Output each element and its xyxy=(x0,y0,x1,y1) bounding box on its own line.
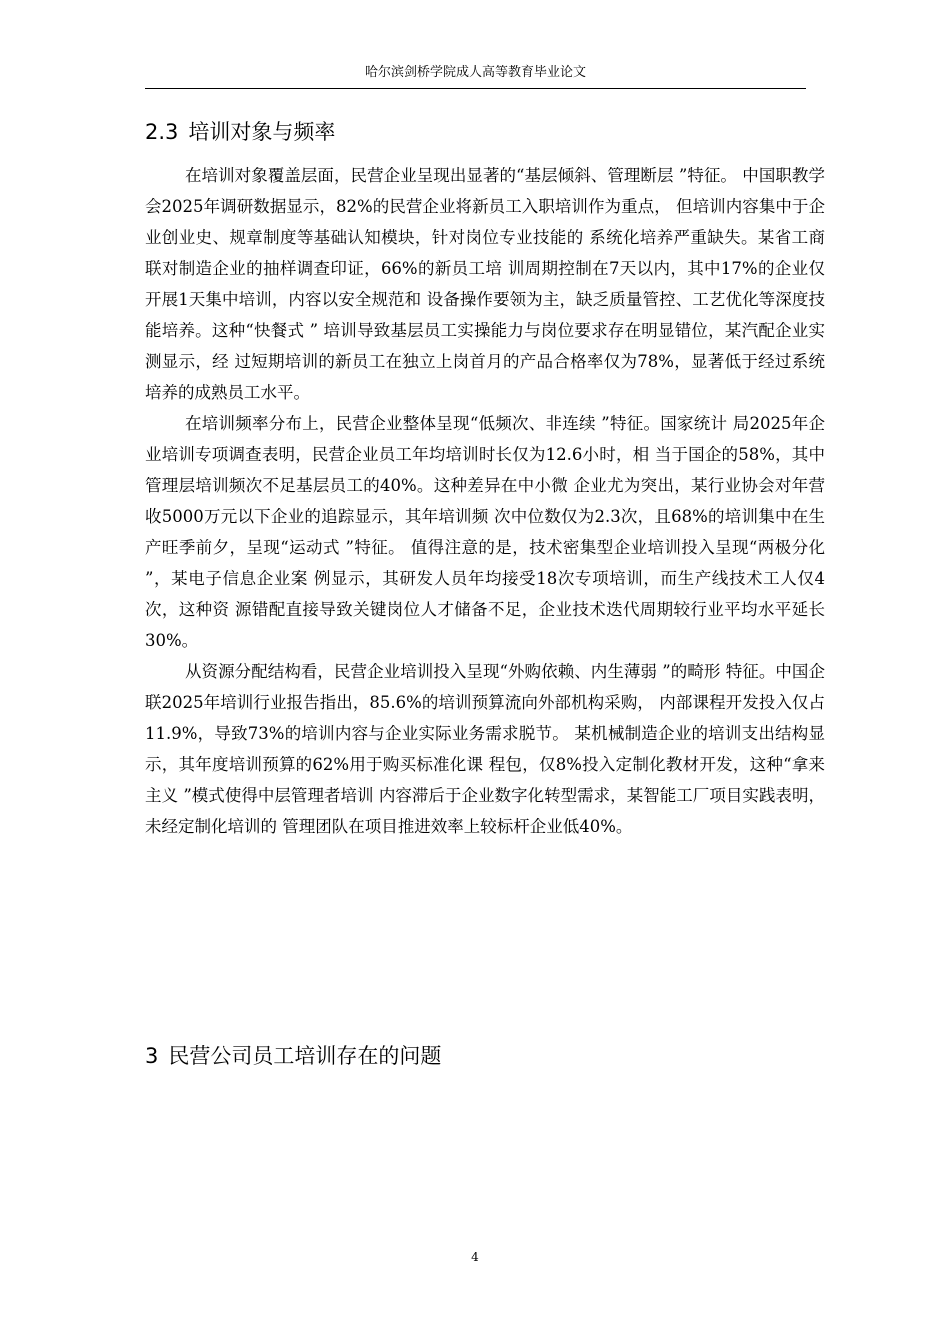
paragraph-resource-allocation: 从资源分配结构看，民营企业培训投入呈现“外购依赖、内生薄弱 ”的畸形 特征。中国企联2025年培训行业报告指出，85.6%的培训预算流向外部机构采购， 内部课程开发投入仅占11.9%，导致73%的培训内容与企业实际业务需求脱节。 某机械制造企业的培训支出结构显示，其年度培训预算的62%用于购买标准化课 程包，仅8%投入定制化教材开发，这种“拿来主义 ”模式使得中层管理者培训 内容滞后于企业数字化转型需求，某智能工厂项目实践表明，未经定制化培训的 管理团队在项目推进效率上较标杆企业低40%。 xyxy=(145,662,825,836)
section-title: 培训对象与频率 xyxy=(188,120,336,144)
section-heading-3 xyxy=(145,1042,441,1070)
section-number: 2.3 xyxy=(145,120,179,144)
section-number: 3 xyxy=(145,1044,159,1068)
paragraph-training-targets: 在培训对象覆盖层面，民营企业呈现出显著的“基层倾斜、管理断层 ”特征。 中国职教学会2025年调研数据显示，82%的民营企业将新员工入职培训作为重点， 但培训内容集中于企业创业史、规章制度等基础认知模块，针对岗位专业技能的 系统化培养严重缺失。某省工商联对制造企业的抽样调查印证，66%的新员工培 训周期控制在7天以内，其中17%的企业仅开展1天集中培训，内容以安全规范和 设备操作要领为主，缺乏质量管控、工艺优化等深度技能培养。这种“快餐式 ” 培训导致基层员工实操能力与岗位要求存在明显错位，某汽配企业实测显示，经 过短期培训的新员工在独立上岗首月的产品合格率仅为78%，显著低于经过系统 培养的成熟员工水平。 xyxy=(145,166,825,402)
section-title: 民营公司员工培训存在的问题 xyxy=(168,1044,442,1068)
page-number: 4 xyxy=(471,1250,479,1264)
body-text xyxy=(145,160,825,842)
paragraph-training-frequency: 在培训频率分布上，民营企业整体呈现“低频次、非连续 ”特征。国家统计 局2025年企业培训专项调查表明，民营企业员工年均培训时长仅为12.6小时，相 当于国企的58%，其中管理层培训频次不足基层员工的40%。这种差异在中小微 企业尤为突出，某行业协会对年营收5000万元以下企业的追踪显示，其年培训频 次中位数仅为2.3次，且68%的培训集中在生产旺季前夕，呈现“运动式 ”特征。 值得注意的是，技术密集型企业培训投入呈现“两极分化 ”，某电子信息企业案 例显示，其研发人员年均接受18次专项培训，而生产线技术工人仅4次，这种资 源错配直接导致关键岗位人才储备不足，企业技术迭代周期较行业平均水平延长 30%。 xyxy=(145,414,825,650)
page-header: 哈尔滨剑桥学院成人高等教育毕业论文 xyxy=(364,65,586,80)
section-heading-2-3 xyxy=(145,118,335,146)
header-rule xyxy=(145,88,806,89)
